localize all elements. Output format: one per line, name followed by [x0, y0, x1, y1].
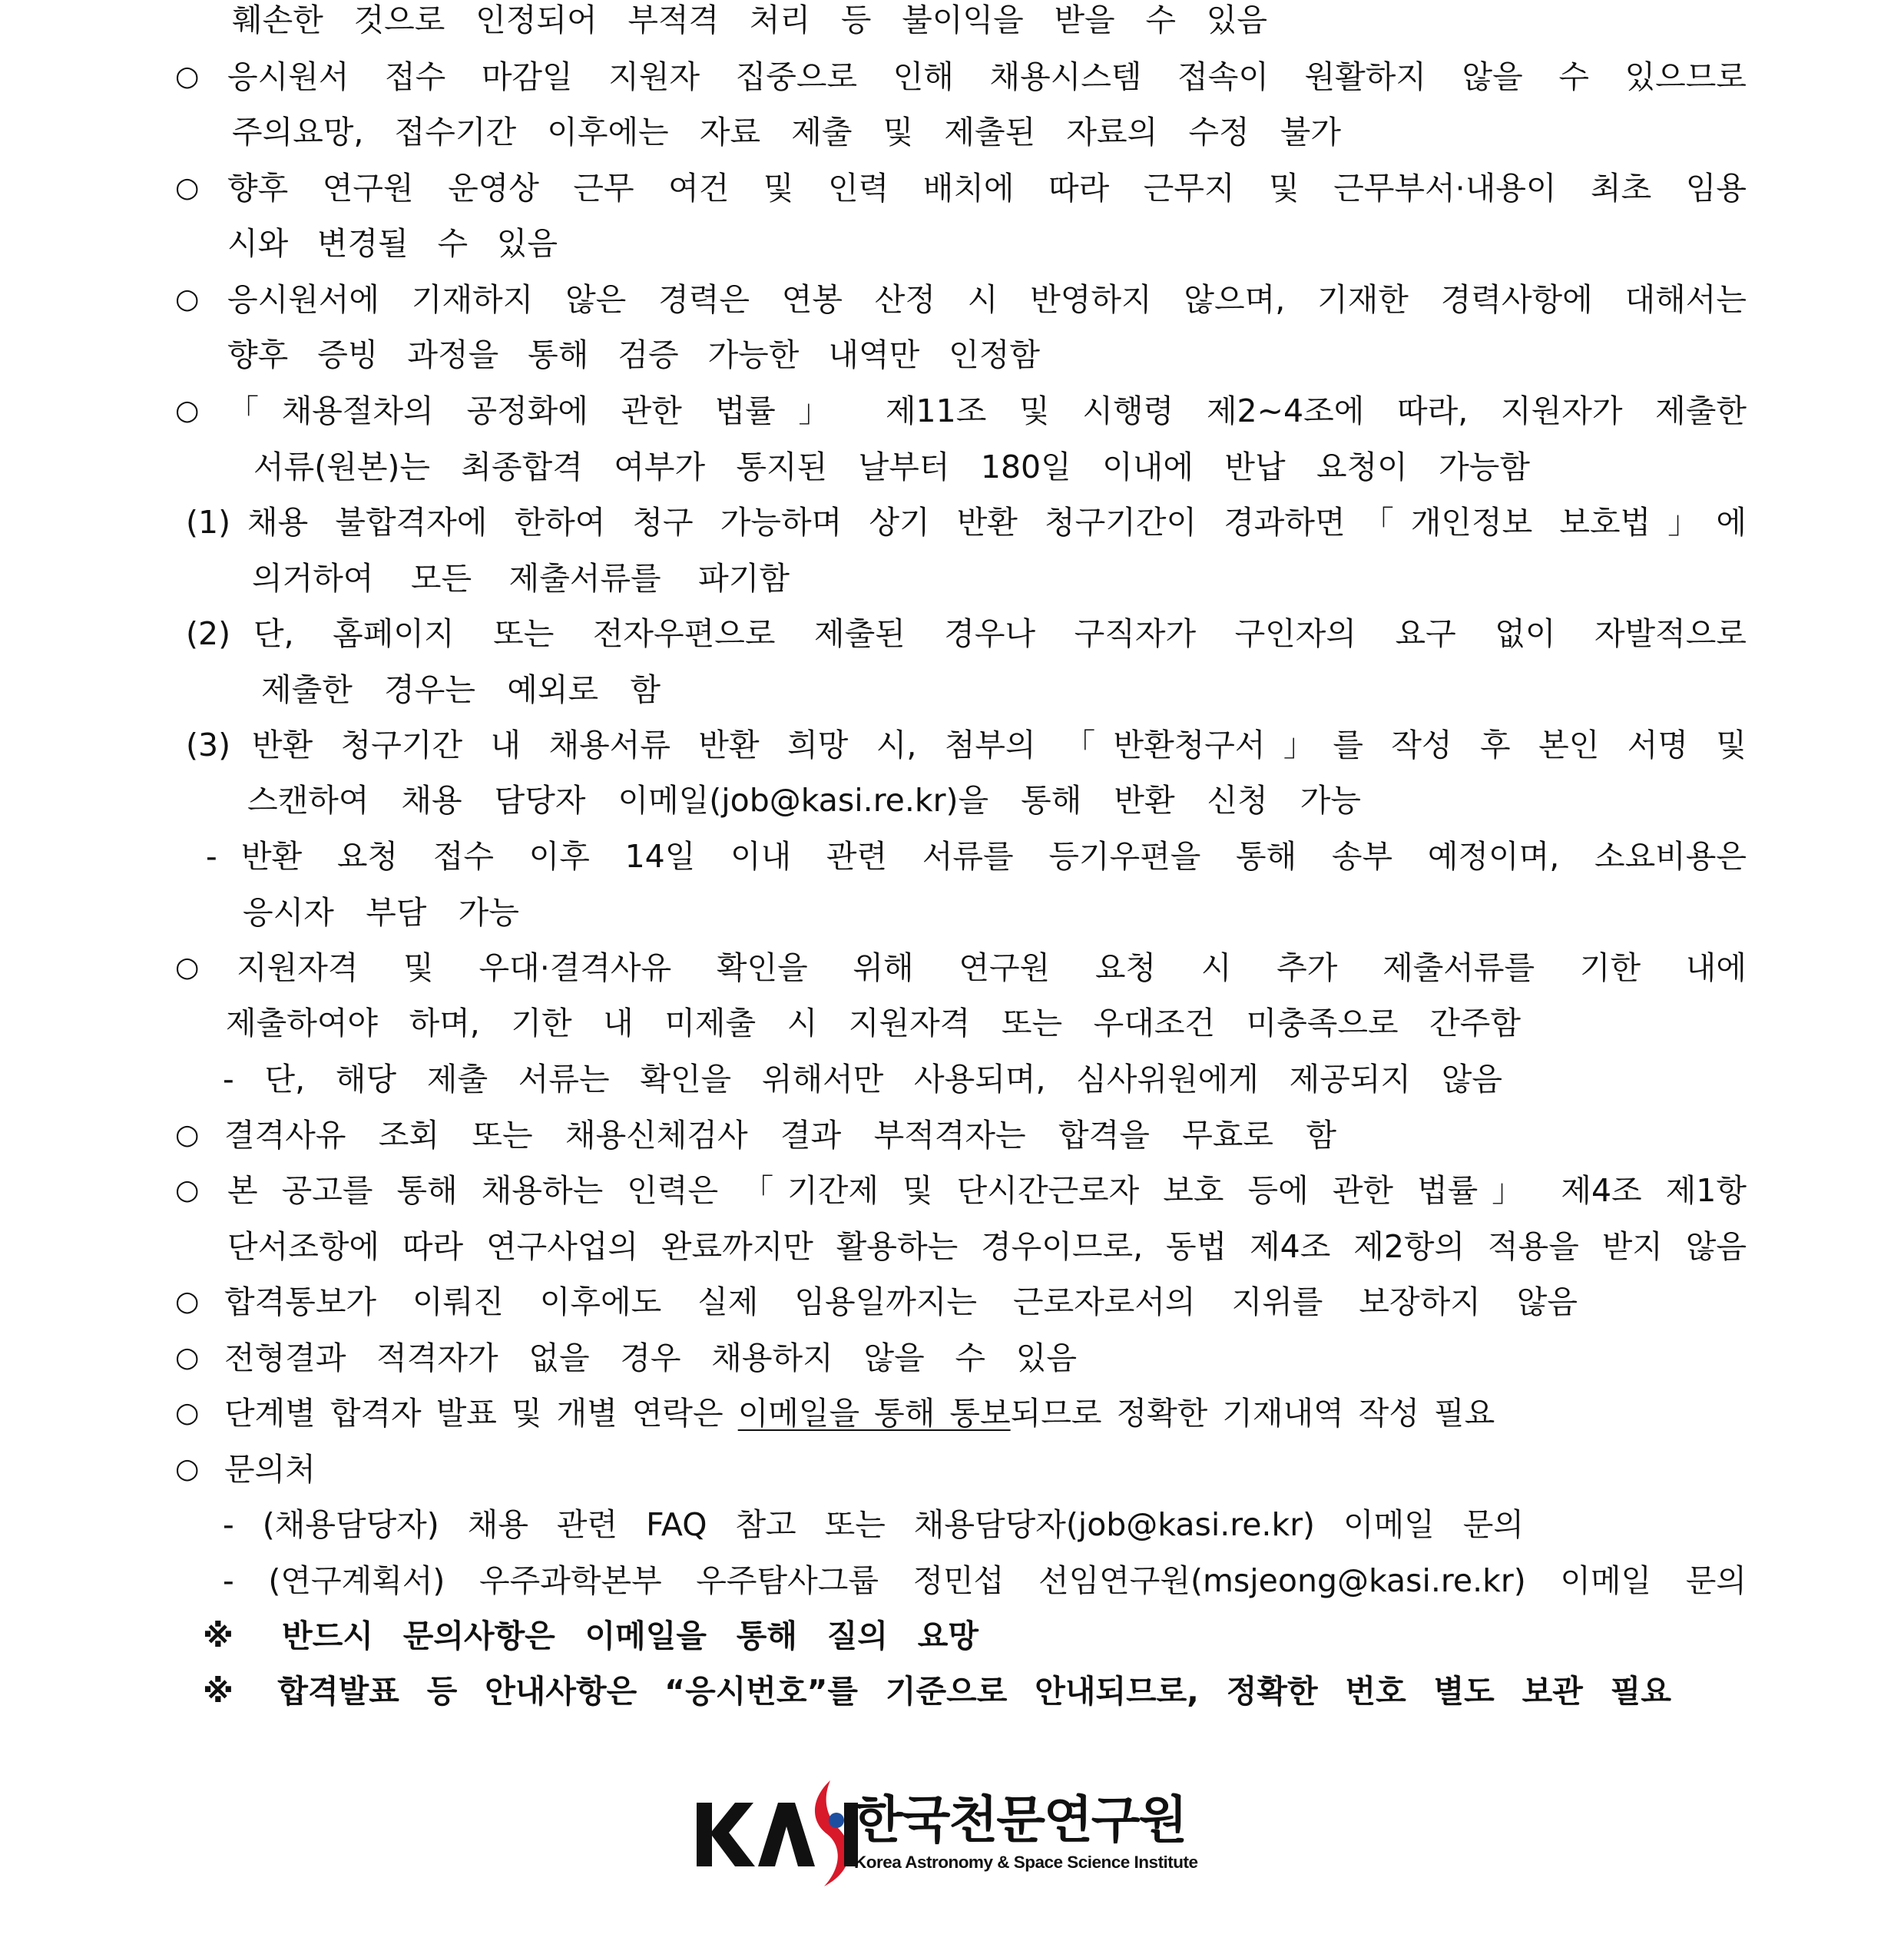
text-line: 응시원서 접수 마감일 지원자 집중으로 인해 채용시스템 접속이 원활하지 않을 수 있으므로	[227, 58, 1747, 95]
bullet-circle-icon: ○	[175, 395, 200, 426]
bullet-circle-icon: ○	[175, 1453, 200, 1485]
logo-name-korean: 한국천문연구원	[854, 1790, 1187, 1850]
text-line: 합격통보가 이뤄진 이후에도 실제 임용일까지는 근로자로서의 지위를 보장하지 않음	[224, 1283, 1578, 1320]
bullet-circle-icon: ○	[175, 1342, 200, 1373]
bullet-circle-icon: ○	[175, 1397, 200, 1429]
logo-mark-icon	[697, 1780, 858, 1886]
text-line: 「채용절차의 공정화에 관한 법률」 제11조 및 시행령 제2~4조에 따라, 지원자가 제출한	[227, 392, 1747, 429]
text-line: 의거하여 모든 제출서류를 파기함	[252, 560, 790, 597]
bullet-circle-icon: ○	[175, 1286, 200, 1317]
item-number: (2)	[186, 615, 231, 652]
text-line: 지원자격 및 우대·결격사유 확인을 위해 연구원 요청 시 추가 제출서류를 기한 내에	[237, 949, 1747, 986]
text-line: 스캔하여 채용 담당자 이메일(job@kasi.re.kr)을 통해 반환 신청 가능	[247, 782, 1361, 819]
text-line: 본 공고를 통해 채용하는 인력은 「기간제 및 단시간근로자 보호 등에 관한 법률」 제4조 제1항	[227, 1172, 1747, 1209]
text-line: 응시원서에 기재하지 않은 경력은 연봉 산정 시 반영하지 않으며, 기재한 경력사항에 대해서는	[227, 281, 1747, 318]
text-line: 향후 연구원 운영상 근무 여건 및 인력 배치에 따라 근무지 및 근무부서·내용이 최초 임용	[227, 170, 1747, 207]
bullet-circle-icon: ○	[175, 61, 200, 92]
text-line: - (연구계획서) 우주과학본부 우주탐사그룹 정민섭 선임연구원(msjeong@kasi.re.kr) 이메일 문의	[223, 1562, 1747, 1599]
dash-marker: -	[206, 838, 217, 875]
text-line: 제출하여야 하며, 기한 내 미제출 시 지원자격 또는 우대조건 미충족으로 간주함	[226, 1005, 1521, 1042]
text-line: 채용 불합격자에 한하여 청구 가능하며 상기 반환 청구기간이 경과하면「개인정보 보호법」에	[247, 504, 1747, 541]
note-line: ※ 합격발표 등 안내사항은 “응시번호”를 기준으로 안내되므로, 정확한 번호 별도 보관 필요	[203, 1673, 1671, 1710]
text-line: 시와 변경될 수 있음	[227, 225, 558, 262]
text-segment: 되므로 정확한 기재내역 작성 필요	[1010, 1395, 1495, 1432]
bullet-circle-icon: ○	[175, 1174, 200, 1206]
bullet-circle-icon: ○	[175, 172, 200, 204]
text-line: 제출한 경우는 예외로 함	[261, 671, 661, 708]
text-line: 단서조항에 따라 연구사업의 완료까지만 활용하는 경우이므로, 동법 제4조 제2항의 적용을 받지 않음	[227, 1228, 1747, 1265]
text-line: 향후 증빙 과정을 통해 검증 가능한 내역만 인정함	[227, 336, 1040, 373]
text-line: 훼손한 것으로 인정되어 부적격 처리 등 불이익을 받을 수 있음	[232, 2, 1267, 38]
text-line: 결격사유 조회 또는 채용신체검사 결과 부적격자는 합격을 무효로 함	[224, 1117, 1336, 1154]
bullet-circle-icon: ○	[175, 952, 200, 983]
text-line: 단, 홈페이지 또는 전자우편으로 제출된 경우나 구직자가 구인자의 요구 없이 자발적으로	[253, 615, 1747, 652]
note-line: ※ 반드시 문의사항은 이메일을 통해 질의 요망	[203, 1618, 978, 1654]
text-line: 반환 청구기간 내 채용서류 반환 희망 시, 첨부의 「반환청구서」를 작성 후 본인 서명 및	[252, 727, 1747, 763]
bullet-circle-icon: ○	[175, 1119, 200, 1151]
text-line: 문의처	[224, 1451, 316, 1488]
item-number: (1)	[186, 504, 231, 541]
text-line: - (채용담당자) 채용 관련 FAQ 참고 또는 채용담당자(job@kasi.re.kr) 이메일 문의	[223, 1506, 1524, 1543]
text-line: 응시자 부담 가능	[243, 894, 519, 931]
text-segment: 단계별 합격자 발표 및 개별 연락은	[224, 1395, 738, 1432]
text-line: - 단, 해당 제출 서류는 확인을 위해서만 사용되며, 심사위원에게 제공되지 않음	[223, 1061, 1502, 1098]
item-number: (3)	[186, 727, 231, 763]
text-line: 주의요망, 접수기간 이후에는 자료 제출 및 제출된 자료의 수정 불가	[232, 114, 1341, 151]
text-line: 전형결과 적격자가 없을 경우 채용하지 않을 수 있음	[224, 1340, 1077, 1376]
bullet-circle-icon: ○	[175, 283, 200, 315]
text-line: 반환 요청 접수 이후 14일 이내 관련 서류를 등기우편을 통해 송부 예정이며, 소요비용은	[241, 838, 1747, 875]
text-line	[224, 1390, 1676, 1436]
text-line: 서류(원본)는 최종합격 여부가 통지된 날부터 180일 이내에 반납 요청이 가능함	[253, 449, 1531, 485]
underlined-text: 이메일을 통해 통보	[737, 1395, 1011, 1432]
logo-name-english: Korea Astronomy & Space Science Institute	[854, 1853, 1198, 1872]
